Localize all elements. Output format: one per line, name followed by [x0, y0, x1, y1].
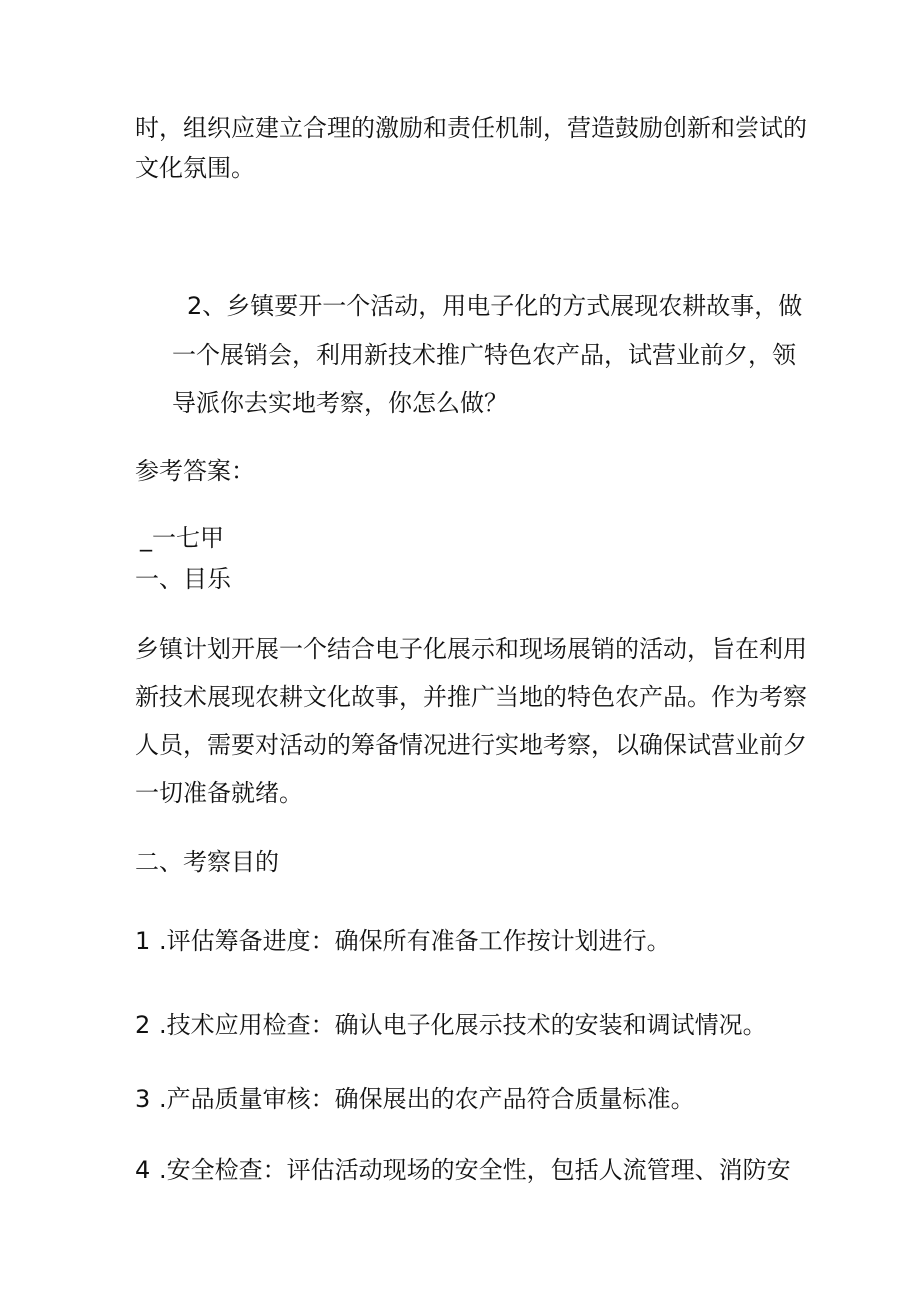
fragment-text: _一七甲	[140, 524, 224, 552]
section1-line-2: 新技术展现农耕文化故事，并推广当地的特色农产品。作为考察	[135, 683, 807, 711]
list-item-number: 1	[135, 927, 151, 955]
section1-line-1: 乡镇计划开展一个结合电子化展示和现场展销的活动，旨在利用	[135, 635, 807, 663]
list-item	[135, 1155, 791, 1185]
list-item-text: .技术应用检查：确认电子化展示技术的安装和调试情况。	[159, 1011, 767, 1039]
section1-heading: 一、目乐	[135, 565, 231, 593]
list-item	[135, 1010, 767, 1040]
list-item-number: 2	[135, 1011, 151, 1039]
list-item-text: .产品质量审核：确保展出的农产品符合质量标准。	[159, 1085, 695, 1113]
intro-line-2: 文化氛围。	[135, 154, 255, 182]
list-item	[135, 1084, 695, 1114]
list-item-number: 4	[135, 1156, 151, 1184]
section1-line-3: 人员，需要对活动的筹备情况进行实地考察，以确保试营业前夕	[135, 731, 807, 759]
list-item-text: .评估筹备进度：确保所有准备工作按计划进行。	[159, 927, 671, 955]
answer-label: 参考答案：	[135, 457, 255, 485]
list-item-text: .安全检查：评估活动现场的安全性，包括人流管理、消防安	[159, 1156, 791, 1184]
list-item-number: 3	[135, 1085, 151, 1113]
section1-line-4: 一切准备就绪。	[135, 779, 303, 807]
intro-line-1: 时，组织应建立合理的激励和责任机制，营造鼓励创新和尝试的	[135, 114, 807, 142]
question-line-2: 一个展销会，利用新技术推广特色农产品，试营业前夕，领	[172, 341, 796, 369]
list-item	[135, 926, 671, 956]
section2-heading: 二、考察目的	[135, 848, 279, 876]
question-line-1: 2、乡镇要开一个活动，用电子化的方式展现农耕故事，做	[187, 292, 803, 320]
question-line-3: 导派你去实地考察，你怎么做？	[172, 389, 508, 417]
